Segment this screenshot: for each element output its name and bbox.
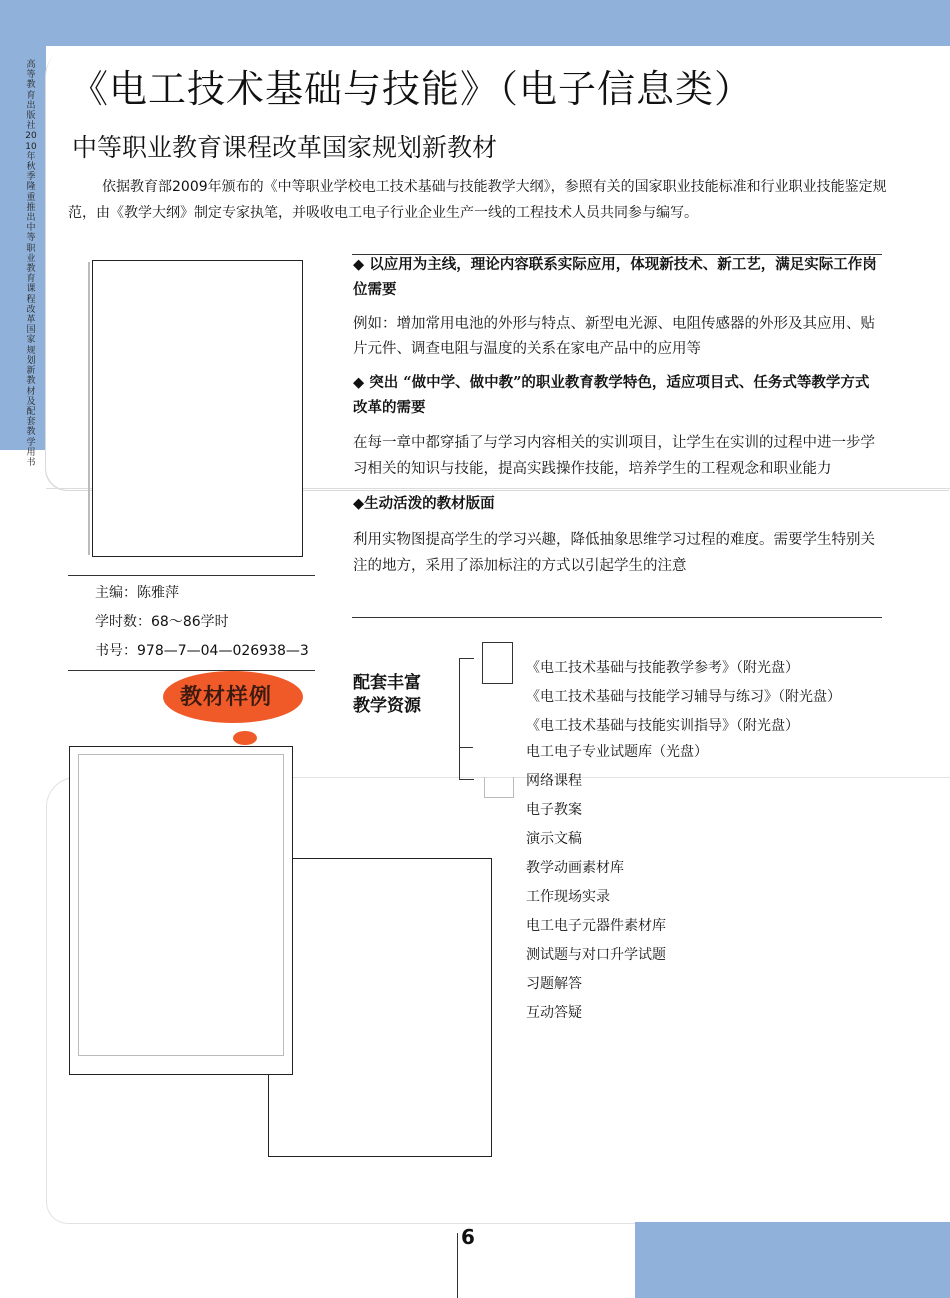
isbn-text: 书号：978—7—04—026938—3: [95, 643, 309, 659]
resources-box-bottom: [484, 777, 514, 798]
intro-paragraph: 依据教育部2009年颁布的《中等职业学校电工技术基础与技能教学大纲》，参照有关的国家职业技能标准和行业职业技能鉴定规范，由《教学大纲》制定专家执笔，并吸收电工电子行业企业生产一线的工程技术人员共同参与编写。: [68, 179, 887, 221]
sample-page-image-1-inner: [78, 754, 284, 1056]
resource-item: 习题解答: [526, 976, 582, 992]
resource-item: 电子教案: [526, 802, 582, 818]
features-bottom-rule: [352, 617, 882, 618]
hours-text: 学时数：68～86学时: [95, 614, 229, 630]
feature-1-head: ◆ 以应用为主线，理论内容联系实际应用，体现新技术、新工艺，满足实际工作岗位需要: [353, 256, 877, 298]
resources-bracket-mid: [459, 747, 473, 748]
feature-3-body: 利用实物图提高学生的学习兴趣，降低抽象思维学习过程的难度。需要学生特别关注的地方，采用了添加标注的方式以引起学生的注意: [353, 531, 875, 574]
page-subtitle: 中等职业教育课程改革国家规划新教材: [72, 133, 498, 162]
bubble-dot-large: [233, 731, 257, 745]
sample-page-image-2: [268, 858, 492, 1157]
feature-2-body: 在每一章中都穿插了与学习内容相关的实训项目，让学生在实训的过程中进一步学习相关的知识与技能，提高实践操作技能，培养学生的工程观念和职业能力: [353, 435, 875, 477]
sample-label: 教材样例: [180, 685, 273, 710]
resource-item: 《电工技术基础与技能实训指导》（附光盘）: [526, 718, 799, 734]
feature-1-body: 例如：增加常用电池的外形与特点、新型电光源、电阻传感器的外形及其应用、贴片元件、调查电阻与温度的关系在家电产品中的应用等: [353, 316, 875, 357]
side-vertical-text: 高等教育出版社2010年秋季隆重推出中等职业教育课程改革国家规划新教材及配套教学用书: [25, 60, 37, 468]
feature-3-head: ◆生动活泼的教材版面: [353, 495, 495, 512]
page-number: 6: [461, 1225, 475, 1249]
feature-2-head: ◆ 突出 “做中学、做中教”的职业教育教学特色，适应项目式、任务式等教学方式改革的需要: [353, 374, 870, 416]
resources-label-line-2: 教学资源: [353, 696, 421, 716]
resources-label-line-1: 配套丰富: [353, 673, 421, 693]
editor-text: 主编：陈雅萍: [95, 585, 179, 601]
resources-bracket: [459, 658, 474, 780]
resource-item: 电工电子专业试题库（光盘）: [526, 744, 708, 760]
resources-box-top: [482, 642, 513, 684]
resource-item: 教学动画素材库: [526, 860, 624, 876]
page-title: 《电工技术基础与技能》（电子信息类）: [70, 67, 754, 111]
book-cover-image: [92, 260, 303, 557]
resources-label: [353, 672, 421, 718]
cover-shadow: [88, 262, 90, 555]
resource-item: 《电工技术基础与技能学习辅导与练习》（附光盘）: [526, 689, 841, 705]
resource-item: 演示文稿: [526, 831, 582, 847]
page-number-rule: [457, 1233, 458, 1298]
feature-list: [353, 253, 883, 579]
resource-item: 网络课程: [526, 773, 582, 789]
resource-item: 工作现场实录: [526, 889, 610, 905]
resource-item: 互动答疑: [526, 1005, 582, 1021]
resource-item: 电工电子元器件素材库: [526, 918, 666, 934]
resource-item: 《电工技术基础与技能教学参考》（附光盘）: [526, 660, 799, 676]
top-color-band: [0, 0, 950, 46]
bottom-right-color-band: [635, 1222, 950, 1298]
info-top-rule: [68, 575, 315, 576]
resource-item: 测试题与对口升学试题: [526, 947, 666, 963]
left-color-band: [0, 0, 46, 450]
